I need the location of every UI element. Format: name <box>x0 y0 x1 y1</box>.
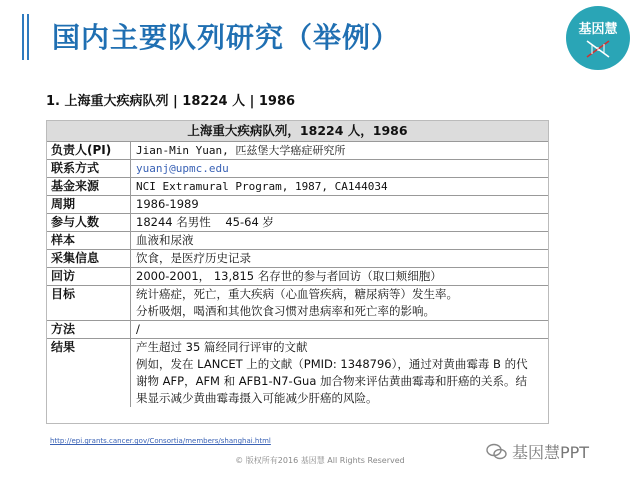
row-value: / <box>136 322 140 336</box>
source-link[interactable]: http://epi.grants.cancer.gov/Consortia/members/shanghai.html <box>50 437 271 445</box>
table-row <box>47 321 548 339</box>
row-label: 负责人(PI) <box>47 142 131 159</box>
dna-icon <box>585 39 611 59</box>
row-value: NCI Extramural Program, 1987, CA144034 <box>136 180 388 193</box>
row-value: 1986-1989 <box>136 197 199 211</box>
goal-line-2: 分析吸烟，喝酒和其他饮食习惯对患病率和死亡率的影响。 <box>136 304 435 318</box>
table-row <box>47 286 548 321</box>
logo-text: 基因慧 <box>578 21 618 37</box>
copyright: © 版权所有2016 基因慧 All Rights Reserved <box>235 456 405 465</box>
result-line-1: 产生超过 35 篇经同行评审的文献 <box>136 340 308 354</box>
row-label: 联系方式 <box>47 160 131 177</box>
row-label: 样本 <box>47 232 131 249</box>
result-line-3: 谢物 AFP，AFM 和 AFB1-N7-Gua 加合物来评估黄曲霉毒和肝癌的关系。结 <box>136 374 528 388</box>
result-line-2: 例如，发在 LANCET 上的文献（PMID: 1348796），通过对黄曲霉毒 B 的代 <box>136 357 528 371</box>
wechat-brand-text: 基因慧PPT <box>512 443 590 462</box>
table-row <box>47 232 548 250</box>
logo <box>566 6 630 70</box>
title-bar-icon <box>22 14 30 60</box>
row-label: 方法 <box>47 321 131 338</box>
row-label: 回访 <box>47 268 131 285</box>
row-label: 目标 <box>47 286 131 320</box>
table-row <box>47 268 548 286</box>
row-label: 基金来源 <box>47 178 131 195</box>
table-row <box>47 250 548 268</box>
row-label: 参与人数 <box>47 214 131 231</box>
row-value: 饮食，是医疗历史记录 <box>136 251 251 265</box>
row-label: 周期 <box>47 196 131 213</box>
table-row <box>47 142 548 160</box>
table-row <box>47 160 548 178</box>
table-row <box>47 214 548 232</box>
goal-line-1: 统计癌症，死亡，重大疾病（心血管疾病，糖尿病等）发生率。 <box>136 287 458 301</box>
cohort-subtitle: 1. 上海重大疾病队列 | 18224 人 | 1986 <box>46 94 296 109</box>
row-label: 结果 <box>47 339 131 407</box>
row-value <box>131 286 548 320</box>
row-value: 18244 名男性 45-64 岁 <box>136 215 274 229</box>
page-title: 国内主要队列研究（举例） <box>52 21 401 54</box>
row-label: 采集信息 <box>47 250 131 267</box>
result-line-4: 果显示减少黄曲霉毒摄入可能减少肝癌的风险。 <box>136 391 378 405</box>
row-value: 血液和尿液 <box>136 233 194 247</box>
row-value: 2000-2001， 13,815 名存世的参与者回访（取口颊细胞） <box>136 269 442 283</box>
table-row <box>47 196 548 214</box>
table-row <box>47 178 548 196</box>
cohort-table <box>46 120 549 424</box>
row-value <box>131 339 548 407</box>
table-header: 上海重大疾病队列，18224 人，1986 <box>47 121 548 142</box>
row-value: Jian-Min Yuan, 匹兹堡大学癌症研究所 <box>136 144 346 157</box>
table-row <box>47 339 548 407</box>
email-link[interactable]: yuanj@upmc.edu <box>136 162 229 175</box>
